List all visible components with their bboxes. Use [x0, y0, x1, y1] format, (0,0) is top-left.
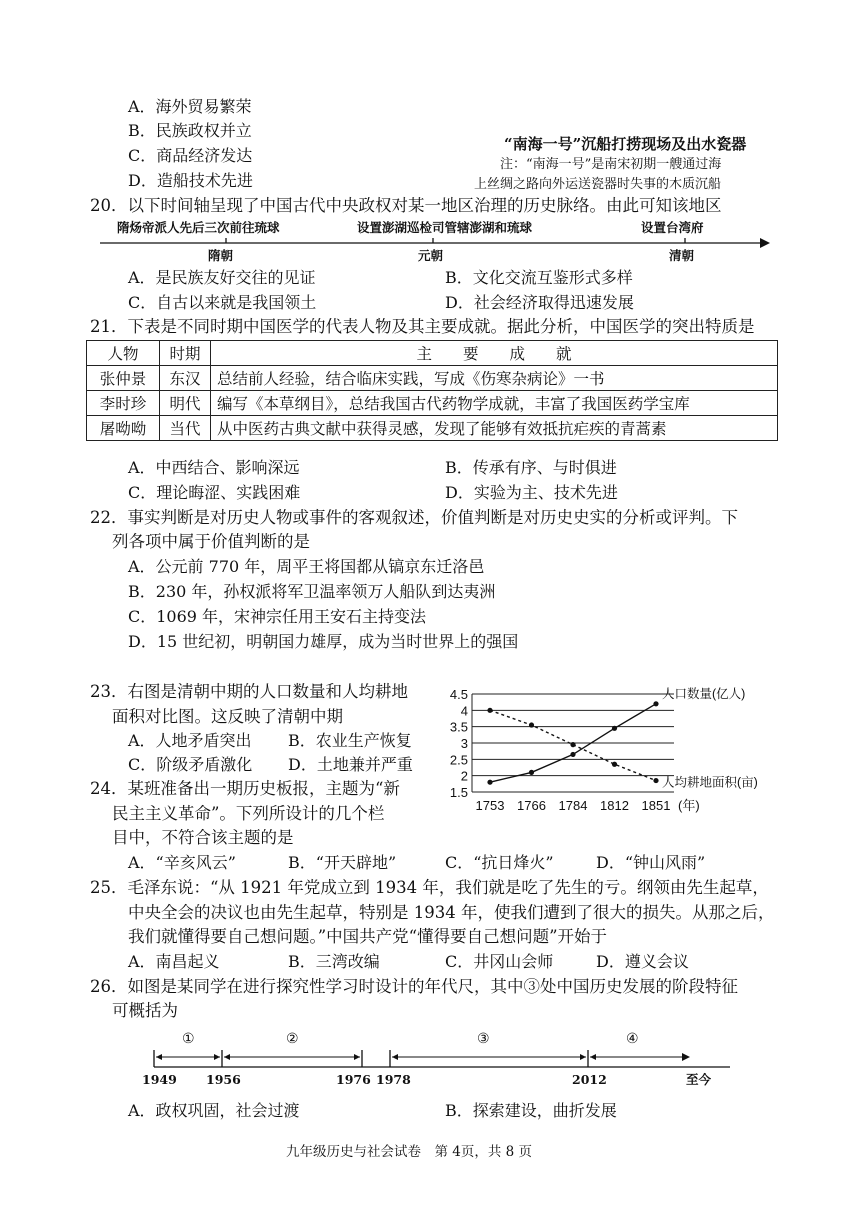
q26-year-ruler	[140, 1030, 740, 1090]
table-cell: 张仲景	[87, 366, 160, 391]
q21-option-a: A．中西结合、影响深远	[128, 458, 300, 477]
table-row	[87, 391, 778, 416]
q23-option-d: D．土地兼并严重	[288, 755, 413, 774]
series-2-point	[487, 708, 492, 713]
q24-option-d: D．“钟山风雨”	[596, 853, 706, 872]
q25-option-d: D．遵义会议	[596, 952, 689, 971]
q24-stem-1: 24．某班准备出一期历史板报，主题为“新	[90, 779, 400, 798]
table-cell: 从中医药古典文献中获得灵感，发现了能够有效抵抗疟疾的青蒿素	[211, 416, 778, 441]
q25-stem-3: 我们就懂得要自己想问题。”中国共产党“懂得要自己想问题”开始于	[128, 927, 608, 946]
q20-era-qing: 清朝	[669, 248, 695, 263]
x-tick-label: 1784	[558, 798, 588, 813]
series-1-point	[612, 726, 617, 731]
q20-era-yuan: 元朝	[418, 248, 444, 263]
q21-stem: 21．下表是不同时期中国医学的代表人物及其主要成就。据此分析，中国医学的突出特质是	[90, 317, 755, 336]
table-row	[87, 366, 778, 391]
y-tick-label: 4.5	[449, 687, 468, 702]
q26-stem-2: 可概括为	[112, 1001, 178, 1020]
q20-option-a: A．是民族友好交往的见证	[128, 268, 316, 287]
y-tick-label: 2	[460, 768, 468, 784]
x-axis-label: (年)	[678, 798, 700, 813]
q19-option-a: A．海外贸易繁荣	[128, 97, 252, 116]
q23-option-a: A．人地矛盾突出	[128, 731, 252, 750]
q25-option-a: A．南昌起义	[128, 952, 220, 971]
q20-event-qing: 设置台湾府	[641, 220, 704, 235]
q22-option-d: D．15 世纪初，明朝国力雄厚，成为当时世界上的强国	[128, 632, 519, 651]
q20-era-sui: 隋朝	[208, 248, 234, 263]
q23-chart-svg	[434, 680, 780, 820]
q26-year-1976: 1976	[336, 1072, 371, 1087]
q26-option-a: A．政权巩固，社会过渡	[128, 1101, 300, 1120]
q21-medicine-table	[86, 340, 778, 441]
q25-option-b: B．三湾改编	[288, 952, 380, 971]
x-tick-label: 1851	[641, 798, 671, 813]
q22-option-c: C．1069 年，宋神宗任用王安石主持变法	[128, 607, 427, 626]
q26-year-now: 至今	[686, 1072, 712, 1087]
q20-option-d: D．社会经济取得迅速发展	[445, 293, 634, 312]
q19-figure-note-1: 注：“南海一号”是南宋初期一艘通过海	[500, 157, 722, 172]
q20-option-c: C．自古以来就是我国领土	[128, 293, 317, 312]
table-cell: 当代	[160, 416, 211, 441]
x-tick-label: 1766	[517, 798, 546, 813]
series-1-label: 人口数量(亿人)	[662, 686, 746, 701]
q22-stem-2: 列各项中属于价值判断的是	[112, 532, 310, 551]
q19-figure-note-2: 上丝绸之路向外运送瓷器时失事的木质沉船	[474, 177, 722, 192]
q26-segment-1: ①	[182, 1031, 195, 1047]
table-cell: 东汉	[160, 366, 211, 391]
series-1-point	[570, 752, 575, 757]
q20-stem: 20．以下时间轴呈现了中国古代中央政权对某一地区治理的历史脉络。由此可知该地区	[90, 196, 722, 215]
q26-year-1949: 1949	[142, 1072, 177, 1087]
y-tick-label: 1.5	[449, 785, 468, 800]
q22-option-a: A．公元前 770 年，周平王将国都从镐京东迁洛邑	[128, 557, 485, 576]
q26-segment-2: ②	[286, 1031, 299, 1047]
q19-option-c: C．商品经济发达	[128, 146, 253, 165]
q25-option-c: C．井冈山会师	[445, 952, 554, 971]
q25-stem-2: 中央全会的决议也由先生起草，特别是 1934 年，使我们遭到了很大的损失。从那之后，	[128, 903, 775, 922]
q26-year-1978: 1978	[376, 1072, 411, 1087]
series-2-point	[653, 778, 658, 783]
column-header: 时期	[160, 341, 211, 366]
y-tick-label: 2.5	[449, 752, 468, 768]
table-row	[87, 416, 778, 441]
series-2-label: 人均耕地面积(亩)	[662, 775, 758, 790]
table-cell: 李时珍	[87, 391, 160, 416]
q23-stem-1: 23．右图是清朝中期的人口数量和人均耕地	[90, 682, 408, 701]
q24-option-b: B．“开天辟地”	[288, 853, 397, 872]
table-cell: 屠呦呦	[87, 416, 160, 441]
series-2-point	[612, 762, 617, 767]
q20-event-sui: 隋炀帝派人先后三次前往琉球	[117, 220, 280, 235]
q21-option-d: D．实验为主、技术先进	[445, 483, 618, 502]
y-tick-label: 3.5	[449, 719, 468, 735]
table-cell: 总结前人经验，结合临床实践，写成《伤寒杂病论》一书	[211, 366, 778, 391]
series-2-point	[570, 742, 575, 747]
q22-option-b: B．230 年，孙权派将军卫温率领万人船队到达夷洲	[128, 582, 496, 601]
q24-option-a: A．“辛亥风云”	[128, 853, 236, 872]
q20-event-yuan: 设置澎湖巡检司管辖澎湖和琉球	[357, 220, 533, 235]
series-1-point	[529, 770, 534, 775]
table-cell: 明代	[160, 391, 211, 416]
q26-segment-3: ③	[477, 1031, 490, 1047]
q24-option-c: C．“抗日烽火”	[445, 853, 554, 872]
q20-timeline	[100, 222, 772, 264]
q19-option-b: B．民族政权并立	[128, 121, 252, 140]
q19-option-d: D．造船技术先进	[128, 171, 253, 190]
q24-stem-3: 目中，不符合该主题的是	[112, 828, 294, 847]
q26-stem-1: 26．如图是某同学在进行探究性学习时设计的年代尺，其中③处中国历史发展的阶段特征	[90, 977, 738, 996]
series-1-point	[487, 780, 492, 785]
q26-year-1956: 1956	[206, 1072, 241, 1087]
q23-population-chart	[434, 680, 780, 820]
y-tick-label: 4	[460, 703, 468, 719]
table-header-row	[87, 341, 778, 366]
q22-stem-1: 22．事实判断是对历史人物或事件的客观叙述，价值判断是对历史史实的分析或评判。下	[90, 508, 738, 527]
series-1-point	[653, 701, 658, 706]
q19-figure-title: “南海一号”沉船打捞现场及出水瓷器	[504, 135, 747, 153]
page-footer: 九年级历史与社会试卷 第 4页，共 8 页	[286, 1144, 533, 1160]
table-cell: 编写《本草纲目》，总结我国古代药物学成就，丰富了我国医药学宝库	[211, 391, 778, 416]
series-2-point	[529, 722, 534, 727]
q21-option-c: C．理论晦涩、实践困难	[128, 483, 301, 502]
x-tick-label: 1753	[475, 798, 505, 813]
q21-option-b: B．传承有序、与时俱进	[445, 458, 617, 477]
q24-stem-2: 民主主义革命”。下列所设计的几个栏	[112, 804, 385, 823]
q26-year-2012: 2012	[572, 1072, 607, 1087]
x-tick-label: 1812	[600, 798, 629, 813]
q23-stem-2: 面积对比图。这反映了清朝中期	[112, 707, 343, 726]
y-tick-label: 3	[460, 736, 468, 751]
q25-stem-1: 25．毛泽东说：“从 1921 年党成立到 1934 年，我们就是吃了先生的亏。纲领由先生起草，	[90, 878, 769, 897]
column-header: 人物	[87, 341, 160, 366]
q20-option-b: B．文化交流互鉴形式多样	[445, 268, 633, 287]
q23-option-b: B．农业生产恢复	[288, 731, 412, 750]
q26-option-b: B．探索建设，曲折发展	[445, 1101, 617, 1120]
q26-segment-4: ④	[626, 1031, 639, 1047]
column-header: 主 要 成 就	[211, 341, 778, 366]
q23-option-c: C．阶级矛盾激化	[128, 755, 253, 774]
